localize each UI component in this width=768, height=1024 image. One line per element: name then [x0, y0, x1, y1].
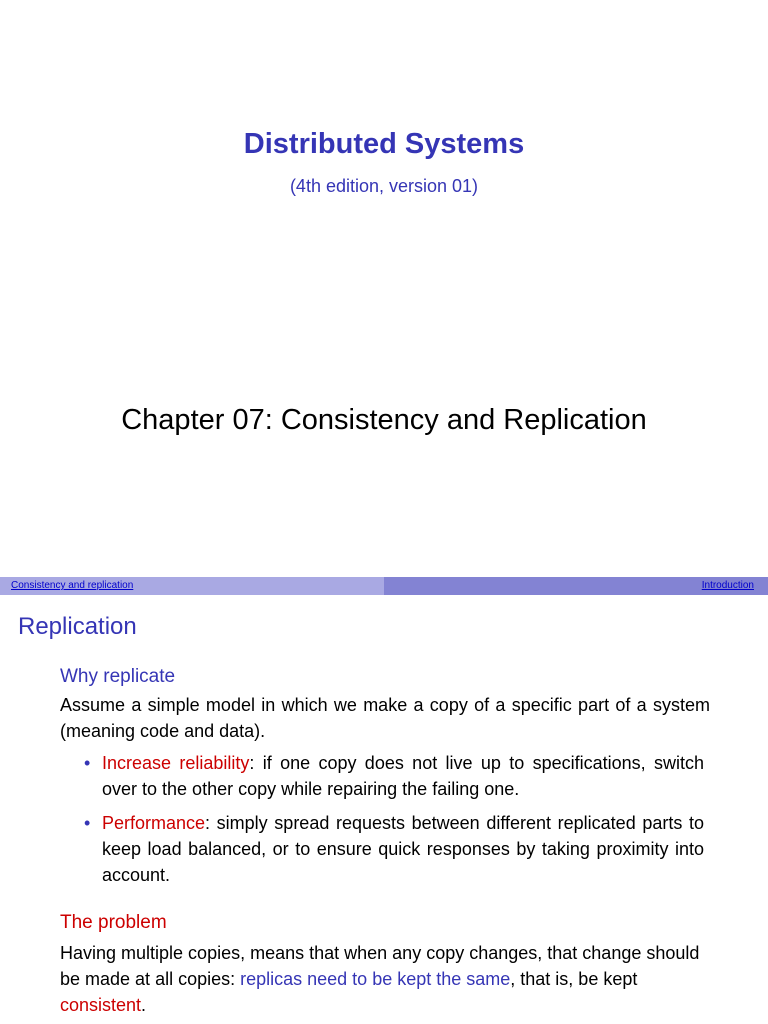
performance-keyword: Performance — [102, 813, 206, 833]
section-link-consistency[interactable]: Consistency and replication — [11, 580, 134, 591]
book-title: Distributed Systems — [243, 128, 525, 160]
problem-text-part: , that is, be kept — [510, 969, 638, 989]
edition-subtitle: (4th edition, version 01) — [289, 176, 479, 196]
replicas-same-highlight: replicas need to be kept the same — [240, 969, 511, 989]
problem-text-part: Having multiple copies, means that when any copy changes, that change should be made at all copies: — [60, 943, 700, 989]
bullet-dot-icon: • — [84, 813, 91, 833]
why-replicate-block — [60, 666, 710, 896]
subsection-link-introduction[interactable]: Introduction — [701, 580, 754, 591]
list-item — [84, 750, 704, 802]
reasons-list — [60, 750, 704, 888]
why-replicate-intro: Assume a simple model in which we make a copy of a specific part of a system (meaning code and data). — [60, 695, 710, 741]
consistent-highlight: consistent — [60, 995, 142, 1015]
why-replicate-heading: Why replicate — [60, 666, 176, 687]
frame-title: Replication — [18, 613, 137, 640]
reliability-keyword: Increase reliability — [102, 753, 250, 773]
problem-text — [60, 940, 700, 1018]
chapter-title: Chapter 07: Consistency and Replication — [121, 404, 647, 436]
header-left-section — [0, 577, 384, 595]
problem-heading: The problem — [60, 912, 167, 933]
problem-block — [60, 912, 700, 1018]
problem-text-part: . — [141, 995, 147, 1015]
list-item — [84, 810, 704, 888]
performance-text: : simply spread requests between different replicated parts to keep load balanced, or to ensure quick responses by taking proximity into account. — [102, 813, 704, 885]
slide-header-bar — [0, 577, 768, 595]
header-right-section — [384, 577, 768, 595]
reliability-text: : if one copy does not live up to specifications, switch over to the other copy while repairing the failing one. — [102, 753, 704, 799]
bullet-dot-icon: • — [84, 753, 91, 773]
